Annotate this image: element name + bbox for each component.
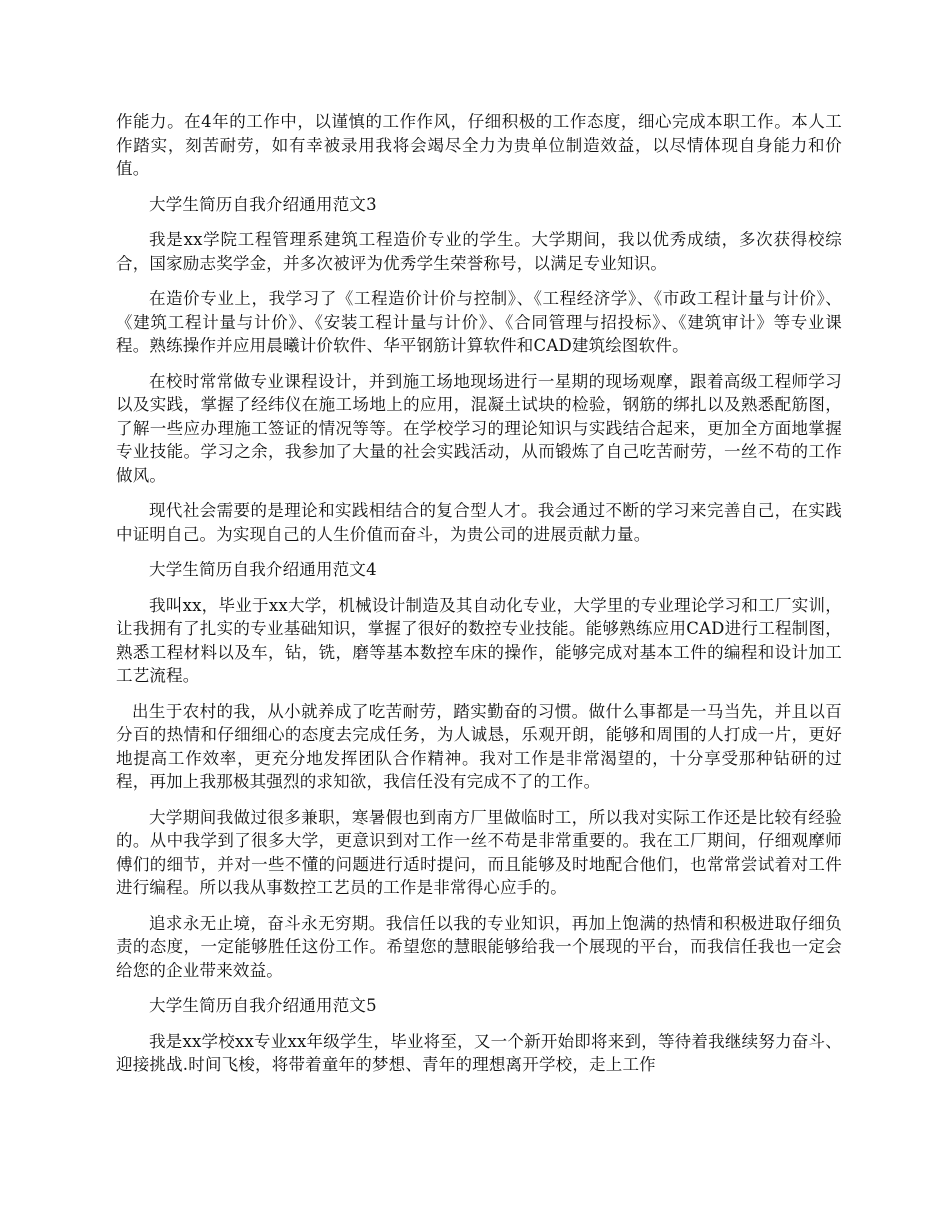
document-body	[116, 110, 842, 1089]
paragraph-sample-3-closing: 现代社会需要的是理论和实践相结合的复合型人才。我会通过不断的学习来完善自己，在实践中证明自己。为实现自己的人生价值而奋斗，为贵公司的进展贡献力量。	[116, 501, 842, 544]
section-heading-sample-5: 大学生简历自我介绍通用范文5	[149, 996, 377, 1015]
paragraph-sample-3-courses: 在造价专业上，我学习了《工程造价计价与控制》、《工程经济学》、《市政工程计量与计价》、《建筑工程计量与计价》、《安装工程计量与计价》、《合同管理与招投标》、《建筑审计》等专业课程。熟练操作并应用晨曦计价软件、华平钢筋计算软件和CAD建筑绘图软件。	[116, 289, 842, 355]
paragraph-sample-4-character: 出生于农村的我，从小就养成了吃苦耐劳，踏实勤奋的习惯。做什么事都是一马当先，并且以百分百的热情和仔细细心的态度去完成任务，为人诚恳，乐观开朗，能够和周围的人打成一片，更好地提高工作效率，更充分地发挥团队合作精神。我对工作是非常渴望的，十分享受那种钻研的过程，再加上我那极其强烈的求知欲，我信任没有完成不了的工作。	[116, 701, 842, 791]
paragraph-sample-4-closing: 追求永无止境，奋斗永无穷期。我信任以我的专业知识，再加上饱满的热情和积极进取仔细负责的态度，一定能够胜任这份工作。希望您的慧眼能够给我一个展现的平台，而我信任我也一定会给您的企业带来效益。	[116, 913, 842, 980]
paragraph-sample-3-intro: 我是xx学院工程管理系建筑工程造价专业的学生。大学期间，我以优秀成绩，多次获得校综合，国家励志奖学金，并多次被评为优秀学生荣誉称号，以满足专业知识。	[116, 230, 842, 273]
paragraph-sample-4-intro: 我叫xx，毕业于xx大学，机械设计制造及其自动化专业，大学里的专业理论学习和工厂实训，让我拥有了扎实的专业基础知识，掌握了很好的数控专业技能。能够熟练应用CAD进行工程制图，熟悉工程材料以及车，钻，铣，磨等基本数控车床的操作，能够完成对基本工件的编程和设计加工工艺流程。	[116, 595, 842, 685]
paragraph-sample-5-intro: 我是xx学校xx专业xx年级学生，毕业将至，又一个新开始即将来到，等待着我继续努力奋斗、迎接挑战.时间飞梭，将带着童年的梦想、青年的理想离开学校，走上工作	[116, 1031, 842, 1074]
section-heading-sample-4: 大学生简历自我介绍通用范文4	[149, 560, 377, 579]
paragraph-sample-4-experience: 大学期间我做过很多兼职，寒暑假也到南方厂里做临时工，所以我对实际工作还是比较有经验的。从中我学到了很多大学，更意识到对工作一丝不苟是非常重要的。我在工厂期间，仔细观摩师傅们的细节，并对一些不懂的问题进行适时提问，而且能够及时地配合他们，也常常尝试着对工件进行编程。所以我从事数控工艺员的工作是非常得心应手的。	[116, 807, 842, 897]
section-heading-sample-3: 大学生简历自我介绍通用范文3	[149, 194, 377, 214]
paragraph-intro-continuation: 作能力。在4年的工作中，以谨慎的工作作风，仔细积极的工作态度，细心完成本职工作。本人工作踏实，刻苦耐劳，如有幸被录用我将会竭尽全力为贵单位制造效益，以尽情体现自身能力和价值。	[116, 112, 842, 178]
paragraph-sample-3-practice: 在校时常常做专业课程设计，并到施工场地现场进行一星期的现场观摩，跟着高级工程师学习以及实践，掌握了经纬仪在施工场地上的应用，混凝土试块的检验，钢筋的绑扎以及熟悉配筋图，了解一些应办理施工签证的情况等等。在学校学习的理论知识与实践结合起来，更加全方面地掌握专业技能。学习之余，我参加了大量的社会实践活动，从而锻炼了自己吃苦耐劳，一丝不苟的工作做风。	[116, 371, 842, 485]
